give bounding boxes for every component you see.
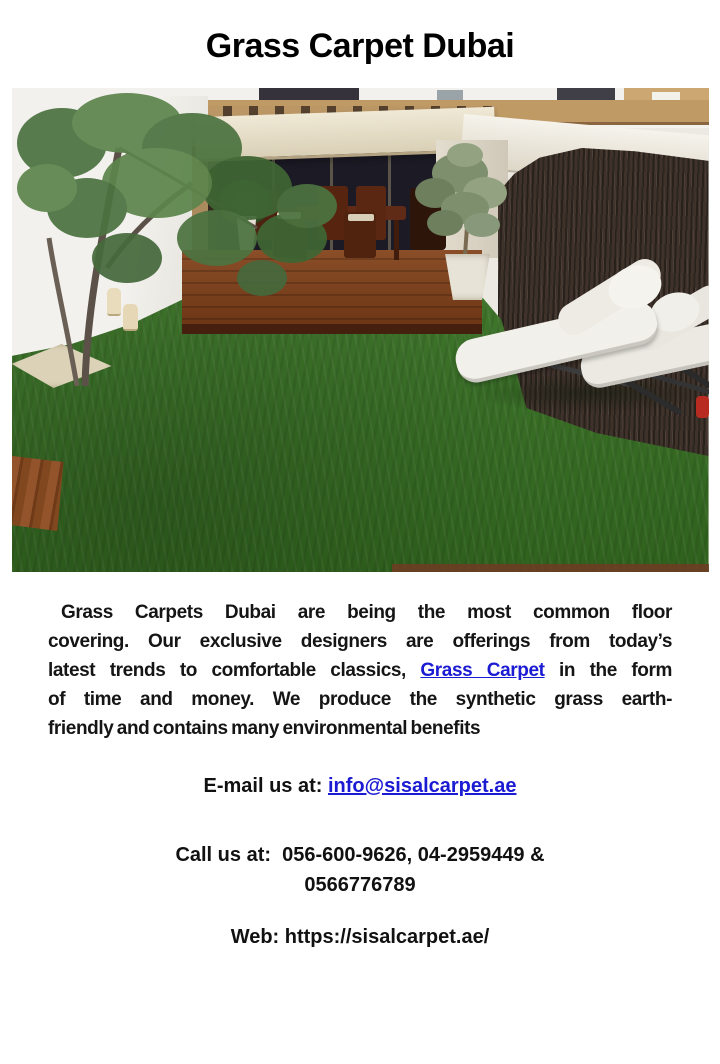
photo-deck-tile <box>12 456 64 531</box>
photo-tree <box>12 88 352 388</box>
lead-phrase: Grass Carpets Dubai <box>61 602 276 623</box>
photo-table-leg <box>394 220 399 260</box>
phone-contact <box>0 840 720 900</box>
photo-olive-tree <box>410 143 520 258</box>
page-title: Grass Carpet Dubai <box>205 27 515 65</box>
paragraph-line <box>48 656 672 685</box>
grass-carpet-link[interactable]: Grass Carpet <box>420 660 545 681</box>
phone-line-2 <box>0 870 720 900</box>
paragraph-line <box>48 685 672 714</box>
email-contact <box>0 775 720 798</box>
web-url: https://sisalcarpet.ae/ <box>284 926 490 948</box>
web-contact <box>0 926 720 949</box>
email-label: E-mail us at: <box>203 775 328 797</box>
web-label: Web: <box>230 926 285 948</box>
paragraph-line <box>48 598 672 627</box>
paragraph-text: of time and money. We produce the synthetic grass earth- <box>48 689 672 710</box>
photo-red-object <box>696 396 709 418</box>
paragraph-line <box>48 714 672 743</box>
paragraph-text: in the form <box>544 660 672 681</box>
phone-number: 0566776789 <box>304 874 416 896</box>
hero-image <box>12 88 709 572</box>
paragraph-line <box>48 627 672 656</box>
email-link[interactable]: info@sisalcarpet.ae <box>328 775 517 797</box>
phone-line-1 <box>0 840 720 870</box>
phone-numbers: Call us at: 056-600-9626, 04-2959449 & <box>175 844 545 866</box>
flyer-page <box>0 24 720 1064</box>
paragraph-text: friendly and contains many environmental benefits <box>48 718 481 739</box>
paragraph-text: latest trends to comfortable classics, <box>48 660 421 681</box>
intro-paragraph <box>48 598 672 743</box>
paragraph-text: covering. Our exclusive designers are offerings from today’s <box>48 631 672 652</box>
photo-deck-border <box>392 564 709 572</box>
paragraph-text: are being the most common floor <box>275 602 673 623</box>
